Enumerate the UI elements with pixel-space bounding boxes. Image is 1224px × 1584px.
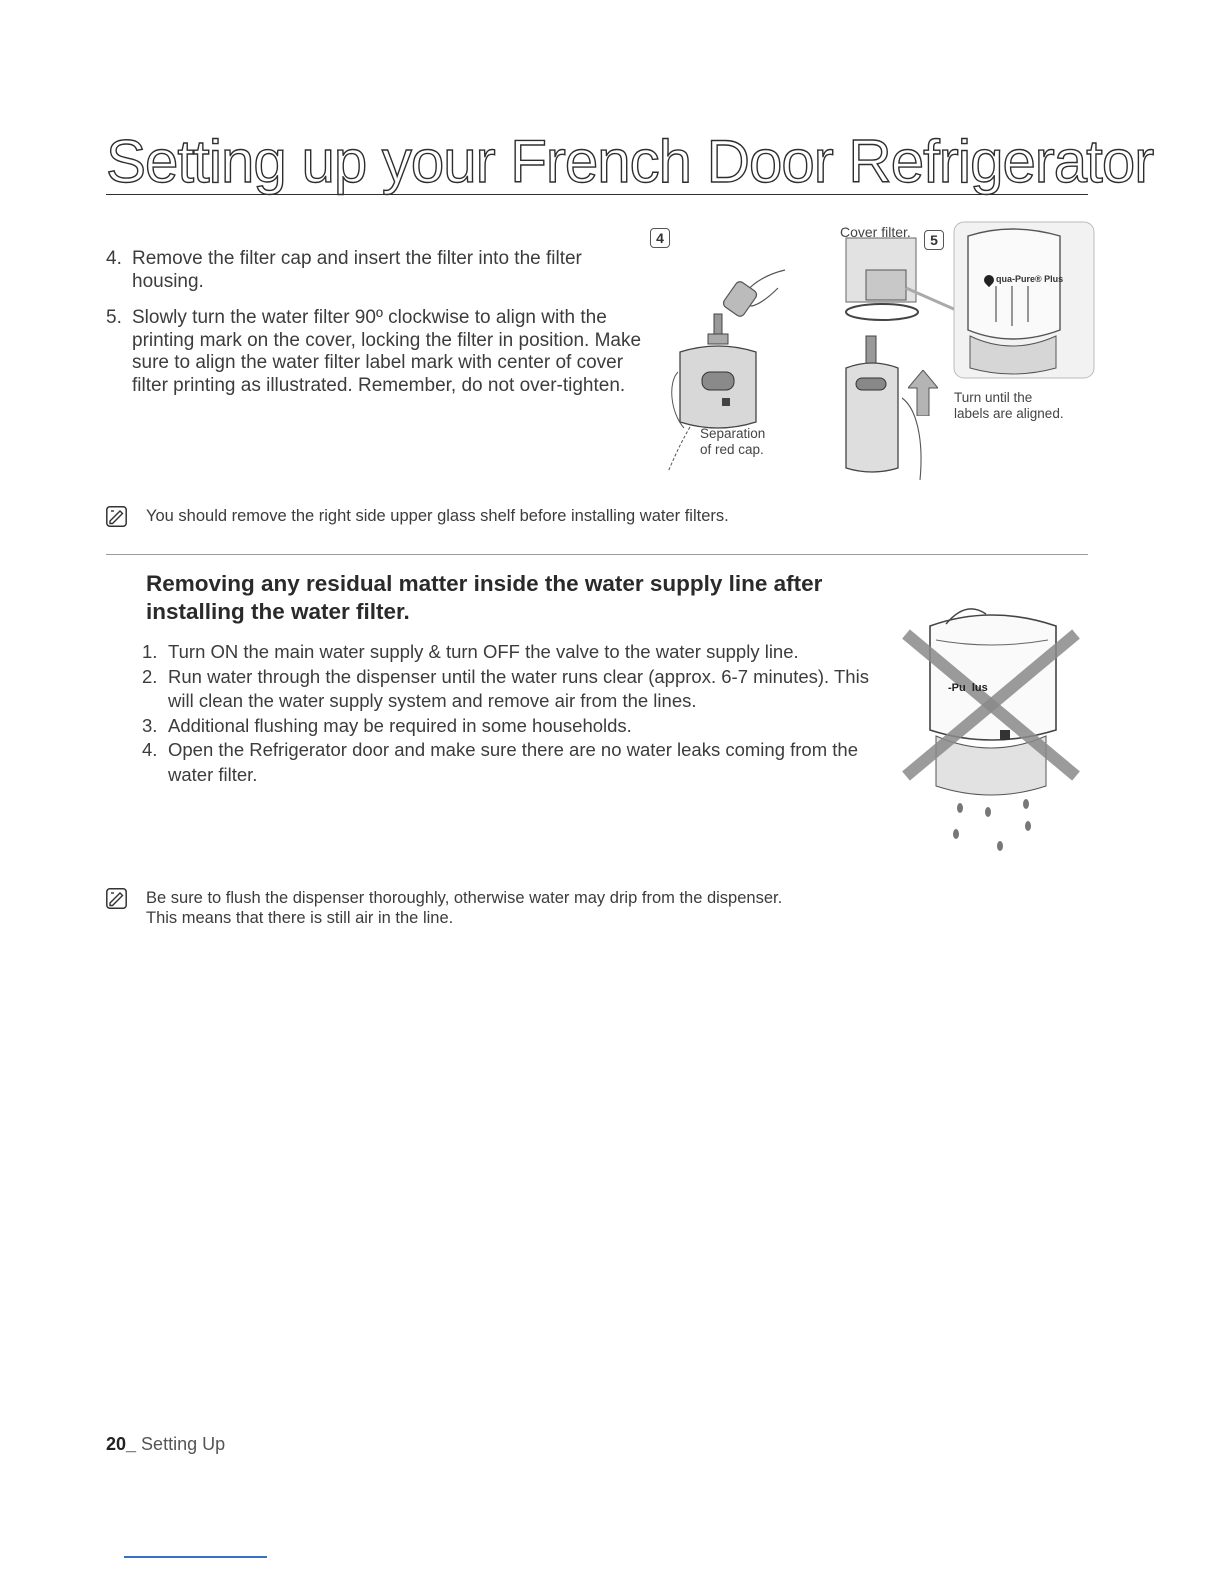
step-number: 5. (106, 307, 122, 328)
leaking-filter-illustration (896, 600, 1086, 862)
note-text: This means that there is still air in the line. (146, 909, 454, 927)
step-text: Turn ON the main water supply & turn OFF the valve to the water supply line. (168, 641, 799, 662)
accent-bar (124, 1556, 267, 1558)
step-text: Slowly turn the water filter 90º clockwise to align with the printing mark on the cover, locking the filter in position. Make sure to align the water filter label mark with center of cover filter printing as illustrated. Remember, do not over-tighten. (132, 307, 642, 396)
note (106, 506, 886, 526)
note-icon (106, 506, 127, 527)
figure-number: 5 (924, 230, 944, 250)
brand-text: qua-Pure® Plus (996, 274, 1064, 284)
section-heading: Removing any residual matter inside the water supply line after installing the water filter. (146, 571, 823, 624)
page-number: 20_ (106, 1434, 137, 1454)
list-item (142, 738, 872, 787)
note-icon (106, 888, 127, 909)
section-divider (106, 554, 1088, 555)
caption-line: Separation (700, 426, 766, 441)
footer-section: Setting Up (136, 1434, 226, 1454)
droplet-icon (982, 273, 996, 287)
caption-line: Turn until the (954, 390, 1033, 405)
step-text: Open the Refrigerator door and make sure there are no water leaks coming from the water filter. (168, 739, 858, 785)
note (106, 888, 886, 928)
figure-leaking-filter (896, 600, 1086, 862)
step-text: Run water through the dispenser until the water runs clear (approx. 6-7 minutes). This will clean the water supply system and remove air from the lines. (168, 665, 869, 711)
list-item (142, 640, 872, 665)
flush-steps (142, 640, 872, 787)
figure-caption (700, 426, 765, 458)
step-number: 3. (142, 714, 158, 736)
list-item (106, 307, 651, 397)
arrow-up-icon (908, 370, 938, 416)
step-number: 4. (106, 248, 122, 269)
step-number: 2. (142, 665, 158, 687)
brand-label: -Pu lus (948, 682, 988, 694)
figure-insert-filter (650, 222, 800, 472)
figure-caption (954, 390, 1064, 422)
filter-lock-illustration (836, 218, 1096, 486)
caption-line: of red cap. (700, 442, 764, 457)
title-rule (106, 194, 1088, 195)
cover-filter-label: Cover filter. (840, 224, 911, 240)
list-item (142, 714, 872, 739)
step-text: Remove the filter cap and insert the filter into the filter housing. (132, 248, 582, 292)
page-title: Setting up your French Door Refrigerator (106, 128, 1154, 195)
note-text: You should remove the right side upper glass shelf before installing water filters. (146, 507, 729, 525)
caption-line: labels are aligned. (954, 406, 1064, 421)
note-text: Be sure to flush the dispenser thoroughly, otherwise water may drip from the dispenser. (146, 889, 783, 907)
figure-number: 4 (650, 228, 670, 248)
install-steps (106, 248, 651, 411)
list-item (106, 248, 651, 293)
figure-lock-filter (836, 218, 1096, 486)
step-text: Additional flushing may be required in some households. (168, 714, 632, 736)
page-footer (106, 1434, 225, 1455)
brand-label (984, 274, 1063, 285)
list-item (142, 665, 872, 714)
step-number: 1. (142, 641, 158, 662)
step-number: 4. (142, 739, 158, 760)
